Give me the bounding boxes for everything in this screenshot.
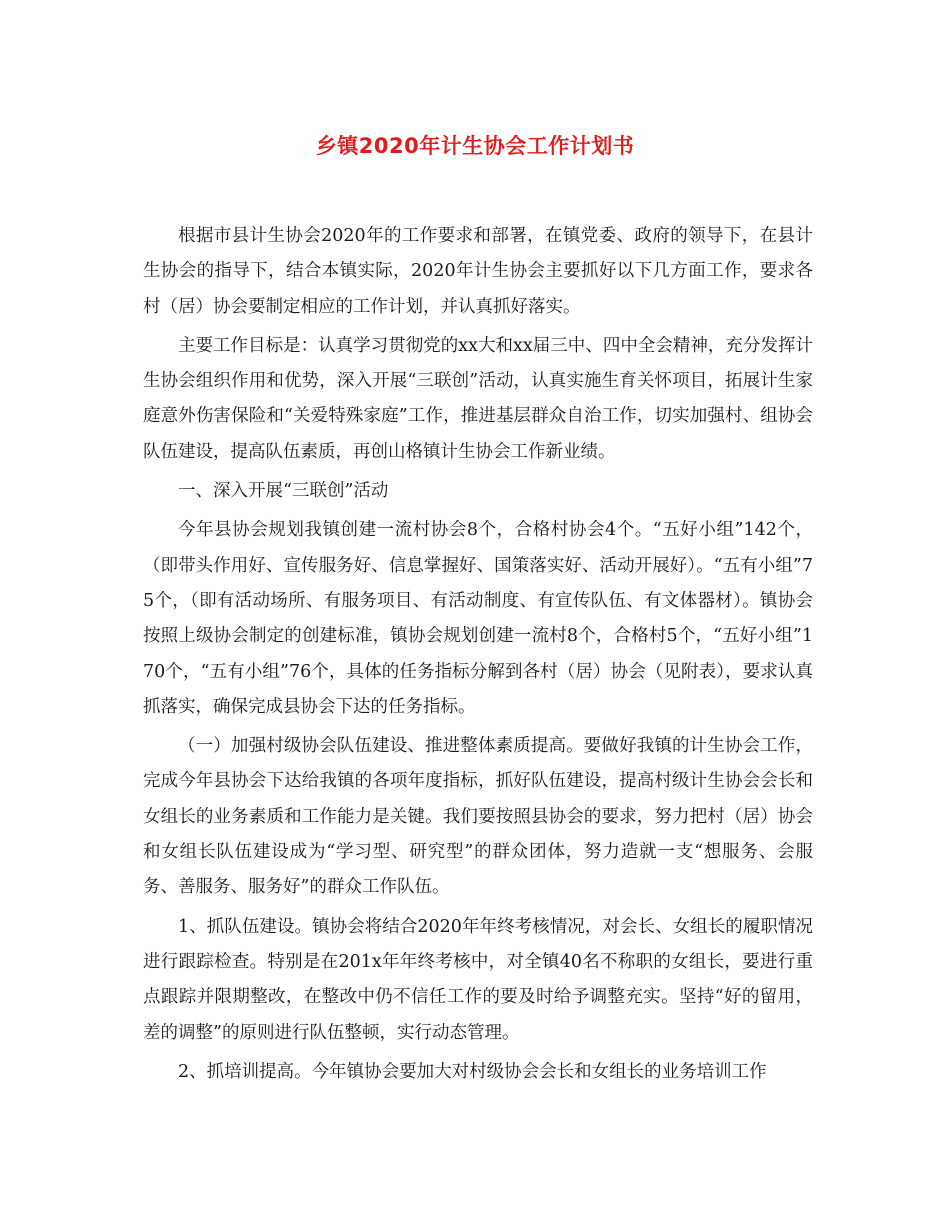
document-body [143,219,813,1094]
paragraph-intro: 根据市县计生协会2020年的工作要求和部署，在镇党委、政府的领导下，在县计生协会的指导下，结合本镇实际，2020年计生协会主要抓好以下几方面工作，要求各村（居）协会要制定相应的工作计划，并认真抓好落实。 [143,226,813,317]
paragraph-team-building: （一）加强村级协会队伍建设、推进整体素质提高。要做好我镇的计生协会工作，完成今年县协会下达给我镇的各项年度指标，抓好队伍建设，提高村级计生协会会长和女组长的业务素质和工作能力是关键。我们要按照县协会的要求，努力把村（居）协会和女组长队伍建设成为“学习型、研究型”的群众团体，努力造就一支“想服务、会服务、善服务、服务好”的群众工作队伍。 [143,736,813,898]
paragraph-item-2: 2、抓培训提高。今年镇协会要加大对村级协会会长和女组长的业务培训工作 [178,1061,767,1082]
document-title: 乡镇2020年计生协会工作计划书 [315,134,635,158]
paragraph-main-goals: 主要工作目标是：认真学习贯彻党的xx大和xx届三中、四中全会精神，充分发挥计生协会组织作用和优势，深入开展“三联创”活动，认真实施生育关怀项目，拓展计生家庭意外伤害保险和“关爱特殊家庭”工作，推进基层群众自治工作，切实加强村、组协会队伍建设，提高队伍素质，再创山格镇计生协会工作新业绩。 [143,335,813,462]
paragraph-targets: 今年县协会规划我镇创建一流村协会8个，合格村协会4个。“五好小组”142个，（即带头作用好、宣传服务好、信息掌握好、国策落实好、活动开展好）。“五有小组”75个，（即有活动场所、有服务项目、有活动制度、有宣传队伍、有文体器材）。镇协会按照上级协会制定的创建标准，镇协会规划创建一流村8个，合格村5个，“五好小组”170个，“五有小组”76个，具体的任务指标分解到各村（居）协会（见附表），要求认真抓落实，确保完成县协会下达的任务指标。 [143,520,813,717]
paragraph-item-1: 1、抓队伍建设。镇协会将结合2020年年终考核情况，对会长、女组长的履职情况进行跟踪检查。特别是在201x年年终考核中，对全镇40名不称职的女组长，要进行重点跟踪并限期整改，在整改中仍不信任工作的要及时给予调整充实。坚持“好的留用，差的调整”的原则进行队伍整顿，实行动态管理。 [143,916,813,1043]
section-heading-sanlianchuang: 一、深入开展“三联创”活动 [178,481,389,502]
